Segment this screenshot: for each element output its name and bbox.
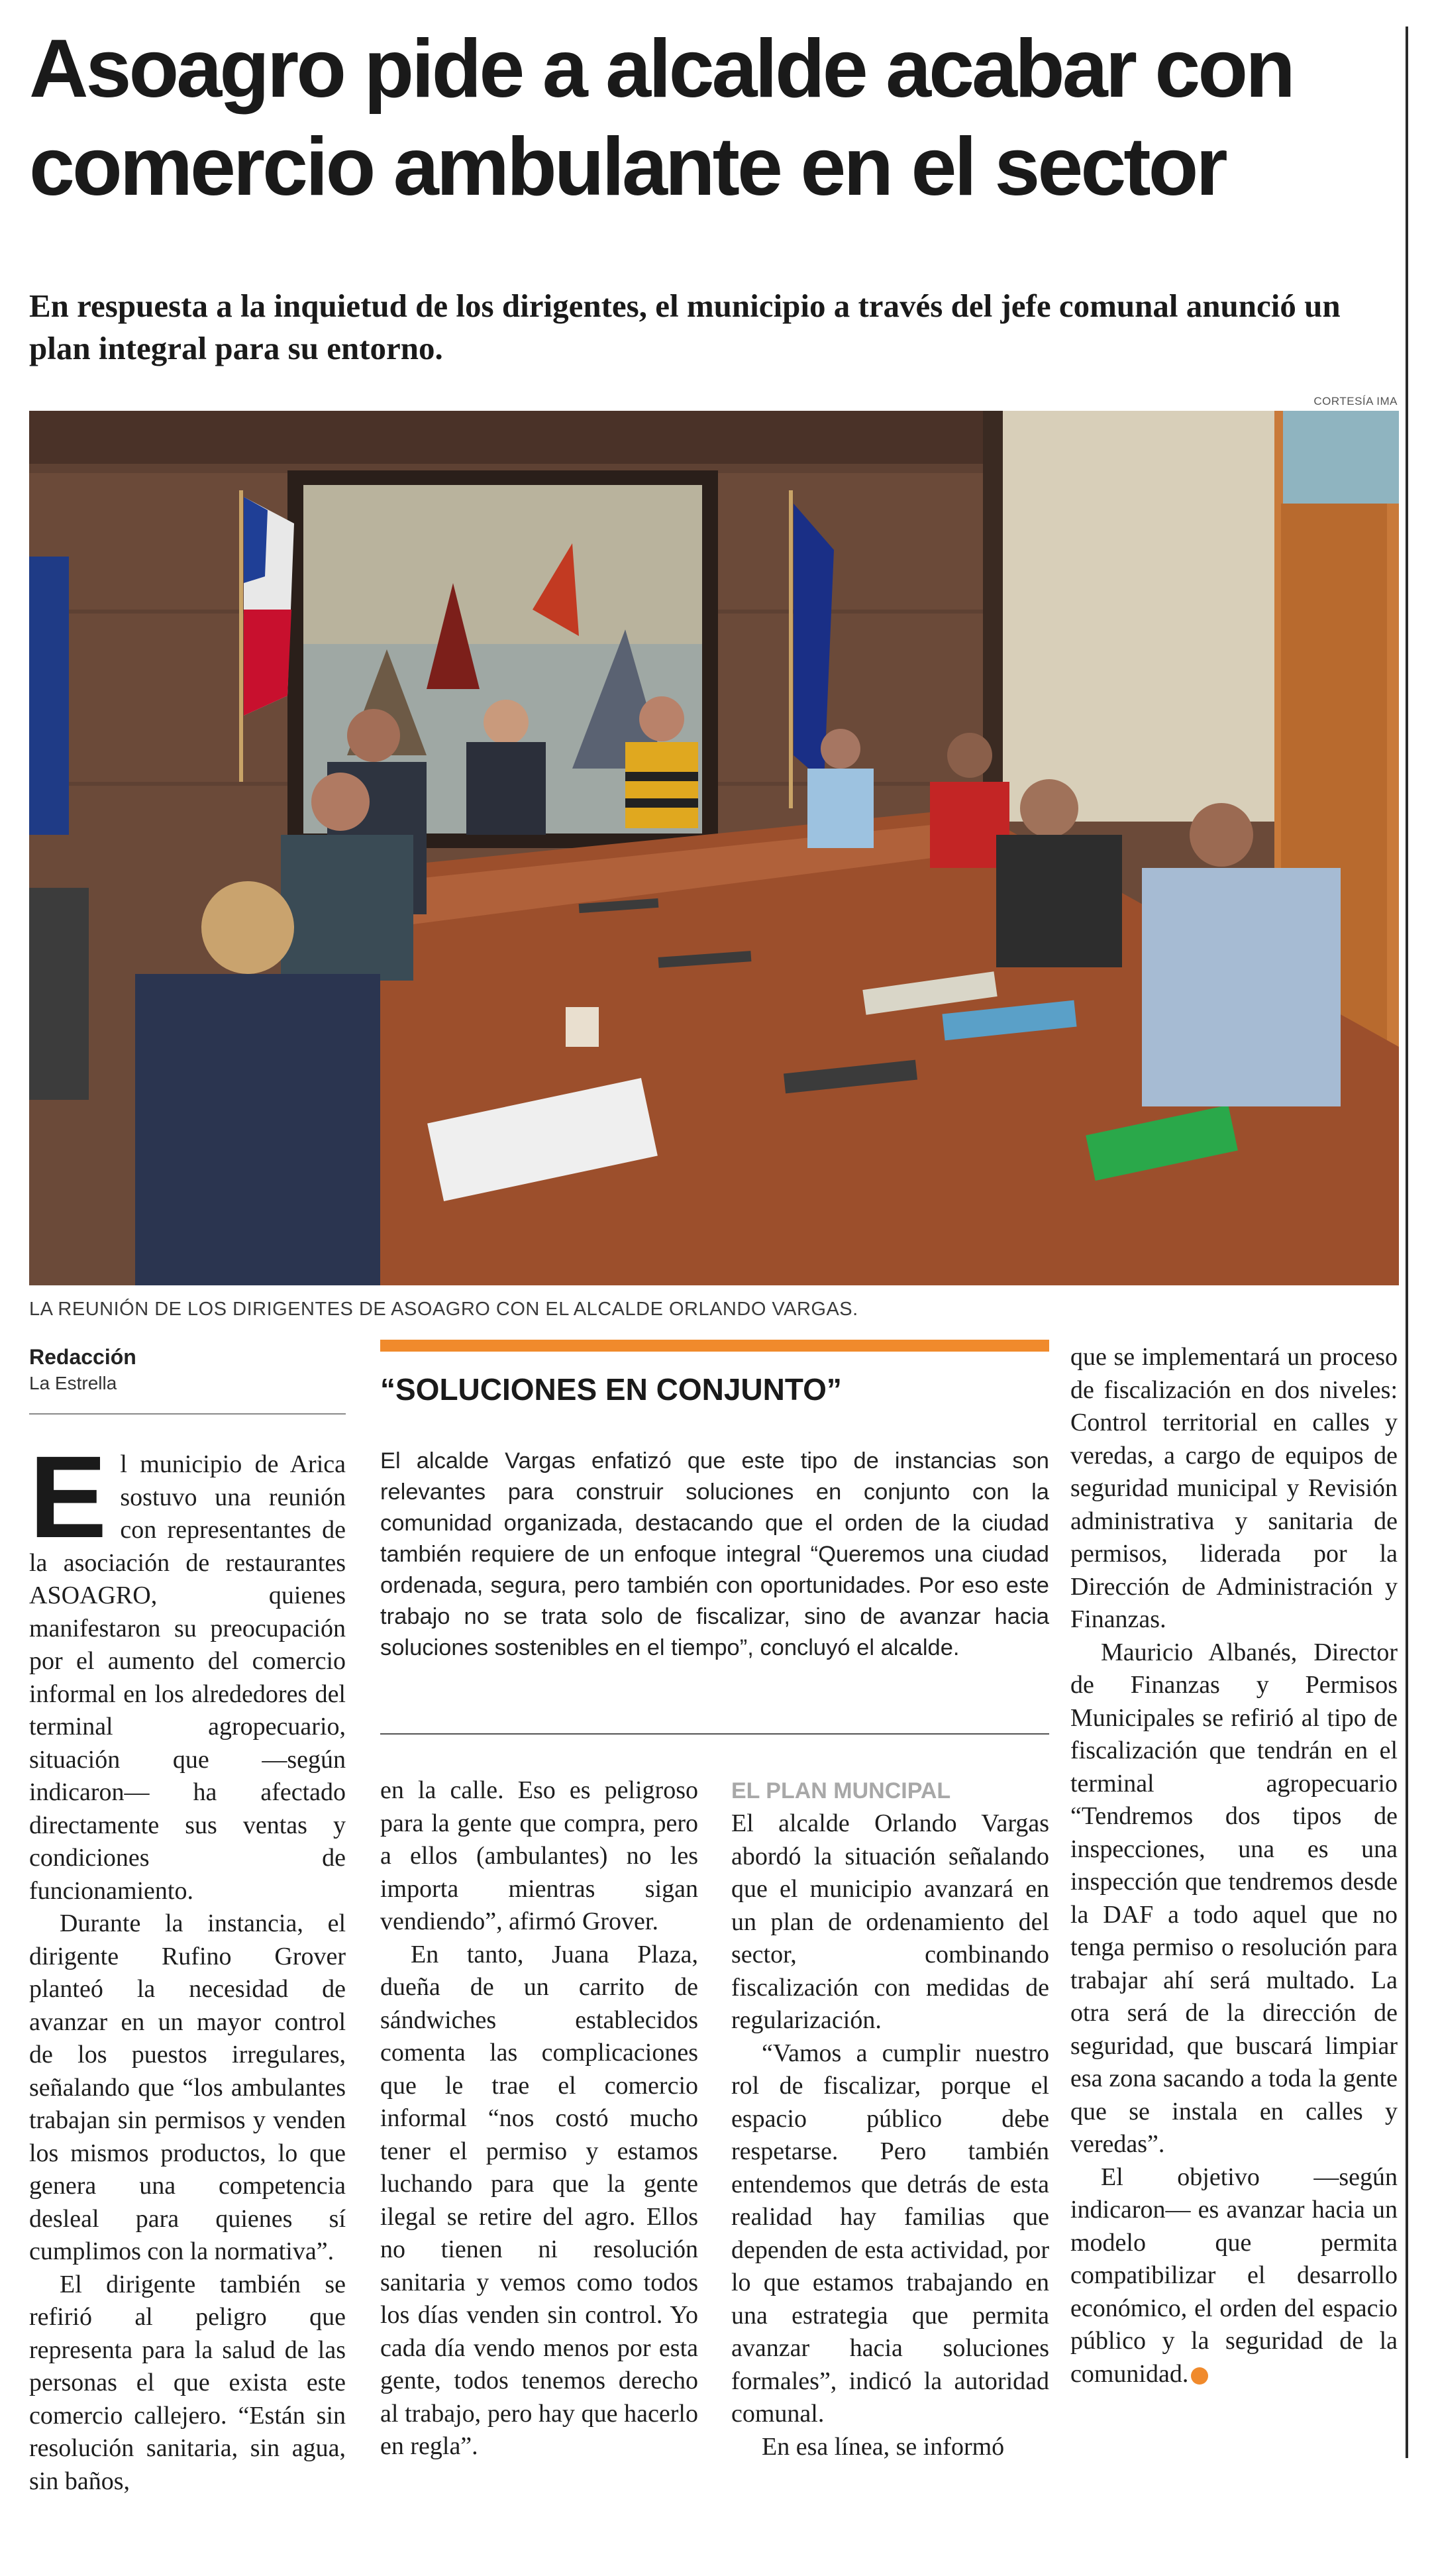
headline-line-1: Asoagro pide a alcalde acabar con [29,23,1293,115]
byline-name: Redacción [29,1345,136,1369]
photo-caption: LA REUNIÓN DE LOS DIRIGENTES DE ASOAGRO CON EL ALCALDE ORLANDO VARGAS. [29,1299,858,1320]
paragraph: “Vamos a cumplir nuestro rol de fiscalizar, porque el espacio público debe respetarse. Pero también entendemos que detrás de esta realidad hay familias que dependen de esta actividad, por lo que estamos trabajando en una estrategia que permita avanzar hacia soluciones formales”, indicó la autoridad comunal. [731,2039,1049,2428]
paragraph: Mauricio Albanés, Director de Finanzas y Permisos Municipales se refirió al tipo de fiscalización que tendrán en el terminal agropecuario “Tendremos dos tipos de inspecciones, una es una inspección que tendremos desde la DAF a todo aquel que no tenga permiso o resolución para trabajar ahí será multado. La otra será de la dirección de seguridad, que buscará limpiar esa zona sacando a toda la gente que se instala en calles y veredas”. [1070,1638,1398,2158]
page-edge-rule [1406,27,1408,2458]
paragraph: El dirigente también se refirió al peligro que representa para la salud de las personas el que exista este comercio callejero. “Están sin resolución sanitaria, sin agua, sin baños, [29,2270,346,2495]
paragraph: El alcalde Orlando Vargas abordó la situación señalando que el municipio avanzará en un plan de ordenamiento del sector, combinando fiscalización con medidas de regularización. [731,1809,1049,2034]
section-subhead: EL PLAN MUNCIPAL [731,1778,951,1803]
lead-paragraph: En respuesta a la inquietud de los dirigentes, el municipio a través del jefe comunal anunció un plan integral para su entorno. [29,288,1341,366]
article-column-1 [29,1432,346,2498]
paragraph-text: l municipio de Arica sostuvo una reunión con representantes de la asociación de restaurantes ASOAGRO, quienes manifestaron su preocupación por el aumento del comercio informal en los alrededores del terminal agropecuario, situación que —según indicaron— ha afectado directamente sus ventas y condiciones de funcionamiento. [29,1450,346,1905]
drop-cap: E [29,1432,107,1562]
paragraph [1070,2161,1398,2391]
paragraph-text: El objetivo —según indicaron— es avanzar hacia un modelo que permita compatibilizar el desarrollo económico, el orden del espacio público y la seguridad de la comunidad. [1070,2163,1398,2388]
paragraph: Durante la instancia, el dirigente Rufino Grover planteó la necesidad de avanzar en un mayor control de los puestos irregulares, señalando que “los ambulantes trabajan sin permisos y venden los mismos productos, lo que genera una competencia desleal para quienes sí cumplimos con la normativa”. [29,1909,346,2265]
sidebar-title: “SOLUCIONES EN CONJUNTO” [380,1372,842,1407]
paragraph: En esa línea, se informó [762,2432,1005,2461]
end-of-article-icon: ◆ [1191,2367,1208,2385]
paragraph: en la calle. Eso es peligroso para la gente que compra, pero a ellos (ambulantes) no les importa mientras sigan vendiendo”, afirmó Grover. [380,1776,698,1935]
article-column-2 [380,1774,698,2463]
article-column-3 [731,1774,1049,2463]
sidebar-body: El alcalde Vargas enfatizó que este tipo de instancias son relevantes para construir soluciones en conjunto con la comunidad organizada, destacando que el orden de la ciudad también requiere de un enfoque integral “Queremos una ciudad ordenada, segura, pero también con oportunidades. Por eso este trabajo no se trata solo de fiscalizar, sino de avanzar hacia soluciones sostenibles en el tiempo”, concluyó el alcalde. [380,1448,1049,1660]
headline-line-2: comercio ambulante en el sector [29,121,1225,213]
headline [29,20,1394,216]
byline-paper: La Estrella [29,1373,117,1393]
sidebar-accent-bar [380,1340,1049,1352]
photo-credit: CORTESÍA IMA [1313,395,1398,407]
paragraph: que se implementará un proceso de fiscalización en dos niveles: Control territorial en calles y veredas, a cargo de equipos de seguridad municipal y Revisión administrativa y sanitaria de permisos, liderada por la Dirección de Administración y Finanzas. [1070,1343,1398,1633]
sidebar-divider [380,1733,1049,1735]
paragraph [29,1432,346,1907]
byline-divider [29,1413,346,1415]
paragraph: En tanto, Juana Plaza, dueña de un carrito de sándwiches establecidos comenta las complicaciones que le trae el comercio informal “nos costó mucho tener el permiso y estamos luchando para que la gente ilegal se retire del agro. Ellos no tienen ni resolución sanitaria y vemos como todos los días venden sin control. Yo cada día vendo menos por esta gente, todos tenemos derecho al trabajo, pero hay que hacerlo en regla”. [380,1940,698,2460]
article-column-4 [1070,1341,1398,2390]
meeting-photo [29,411,1399,1285]
